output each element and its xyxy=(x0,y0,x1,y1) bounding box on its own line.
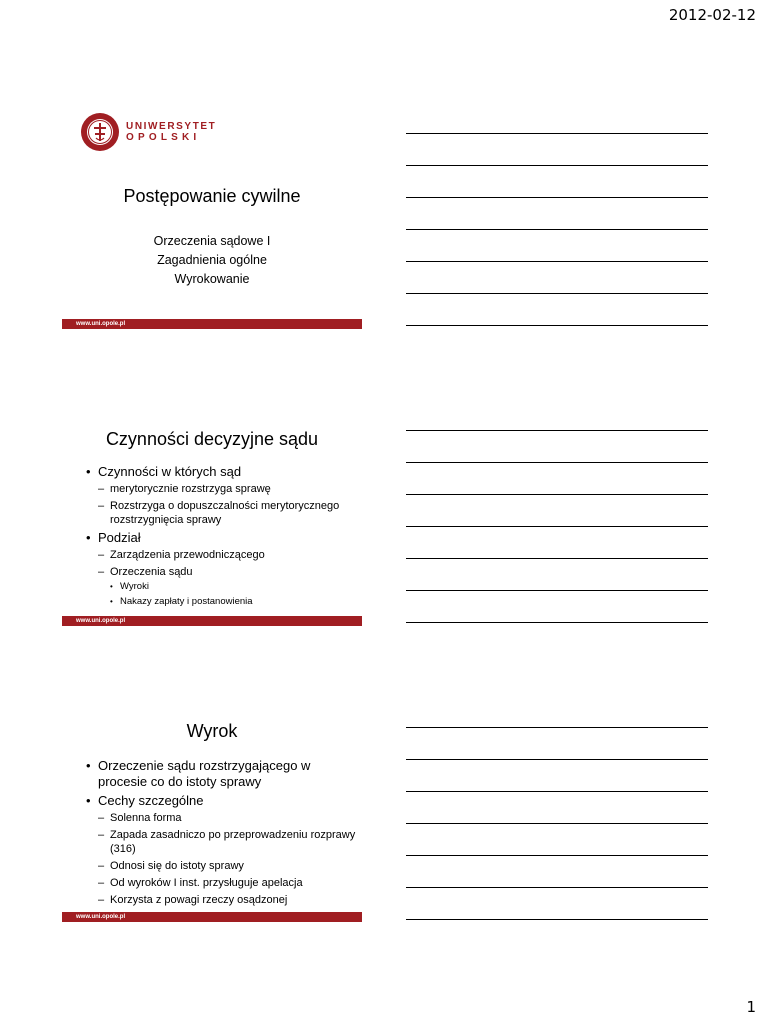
sub-bullet-item: – Zarządzenia przewodniczącego xyxy=(98,548,356,562)
slide-footer: www.uni.opole.pl xyxy=(62,912,362,922)
slide-2 xyxy=(62,398,362,626)
bullet-list xyxy=(86,464,356,611)
note-line xyxy=(406,823,708,824)
bullet-text: Podział xyxy=(98,530,141,545)
logo-line-2: OPOLSKI xyxy=(126,132,201,143)
note-line xyxy=(406,430,708,431)
note-line xyxy=(406,293,708,294)
sub-bullet-item: – Odnosi się do istoty sprawy xyxy=(98,859,356,873)
sub-bullet-item: – Zapada zasadniczo po przeprowadzeniu rozprawy (316) xyxy=(98,828,356,856)
note-line xyxy=(406,494,708,495)
note-line xyxy=(406,325,708,326)
university-logo xyxy=(80,112,216,152)
slide-3 xyxy=(62,694,362,922)
sub-sub-bullet-item: • Nakazy zapłaty i postanowienia xyxy=(110,596,356,608)
bullet-item xyxy=(86,758,356,790)
subtitle-line: Orzeczenia sądowe I xyxy=(153,234,271,248)
notes-lines-3 xyxy=(406,727,708,951)
bullet-text: Orzeczenie sądu rozstrzygającego w procesie co do istoty sprawy xyxy=(98,758,311,789)
subtitle-line: Zagadnienia ogólne xyxy=(157,253,267,267)
note-line xyxy=(406,887,708,888)
notes-lines-2 xyxy=(406,430,708,654)
page-number: 1 xyxy=(746,998,756,1016)
sub-bullet-item: – merytorycznie rozstrzyga sprawę xyxy=(98,482,356,496)
note-line xyxy=(406,622,708,623)
sub-sub-bullet-item: • Wyroki xyxy=(110,581,356,593)
sub-bullet-text: Orzeczenia sądu xyxy=(110,566,193,578)
slide-title: Wyrok xyxy=(186,721,238,741)
note-line xyxy=(406,919,708,920)
bullet-text: Cechy szczególne xyxy=(98,793,204,808)
slide-title: Czynności decyzyjne sądu xyxy=(105,429,319,449)
bullet-item xyxy=(86,793,356,907)
bullet-item xyxy=(86,464,356,527)
document-date: 2012-02-12 xyxy=(668,6,756,24)
bullet-item xyxy=(86,530,356,608)
note-line xyxy=(406,727,708,728)
note-line xyxy=(406,229,708,230)
sub-bullet-item: – Od wyroków I inst. przysługuje apelacja xyxy=(98,876,356,890)
note-line xyxy=(406,791,708,792)
note-line xyxy=(406,133,708,134)
note-line xyxy=(406,855,708,856)
slide-footer: www.uni.opole.pl xyxy=(62,319,362,329)
slide-title: Postępowanie cywilne xyxy=(123,186,301,206)
subtitle-line: Wyrokowanie xyxy=(174,272,250,286)
sub-bullet-item: – Rozstrzyga o dopuszczalności merytorycznego rozstrzygnięcia sprawy xyxy=(98,499,356,527)
sub-bullet-item: – Korzysta z powagi rzeczy osądzonej xyxy=(98,893,356,907)
notes-lines-1 xyxy=(406,133,708,357)
slide-subtitles xyxy=(62,232,362,289)
university-seal-icon xyxy=(80,112,120,152)
note-line xyxy=(406,261,708,262)
sub-bullet-item: – Solenna forma xyxy=(98,811,356,825)
bullet-list xyxy=(86,758,356,910)
bullet-text: Czynności w których sąd xyxy=(98,464,242,479)
logo-line-1: UNIWERSYTET xyxy=(126,121,217,132)
university-wordmark xyxy=(126,121,216,143)
note-line xyxy=(406,462,708,463)
note-line xyxy=(406,558,708,559)
sub-bullet-item xyxy=(98,565,356,608)
note-line xyxy=(406,759,708,760)
slide-footer: www.uni.opole.pl xyxy=(62,616,362,626)
note-line xyxy=(406,197,708,198)
note-line xyxy=(406,165,708,166)
note-line xyxy=(406,590,708,591)
slide-1 xyxy=(62,100,362,329)
note-line xyxy=(406,526,708,527)
